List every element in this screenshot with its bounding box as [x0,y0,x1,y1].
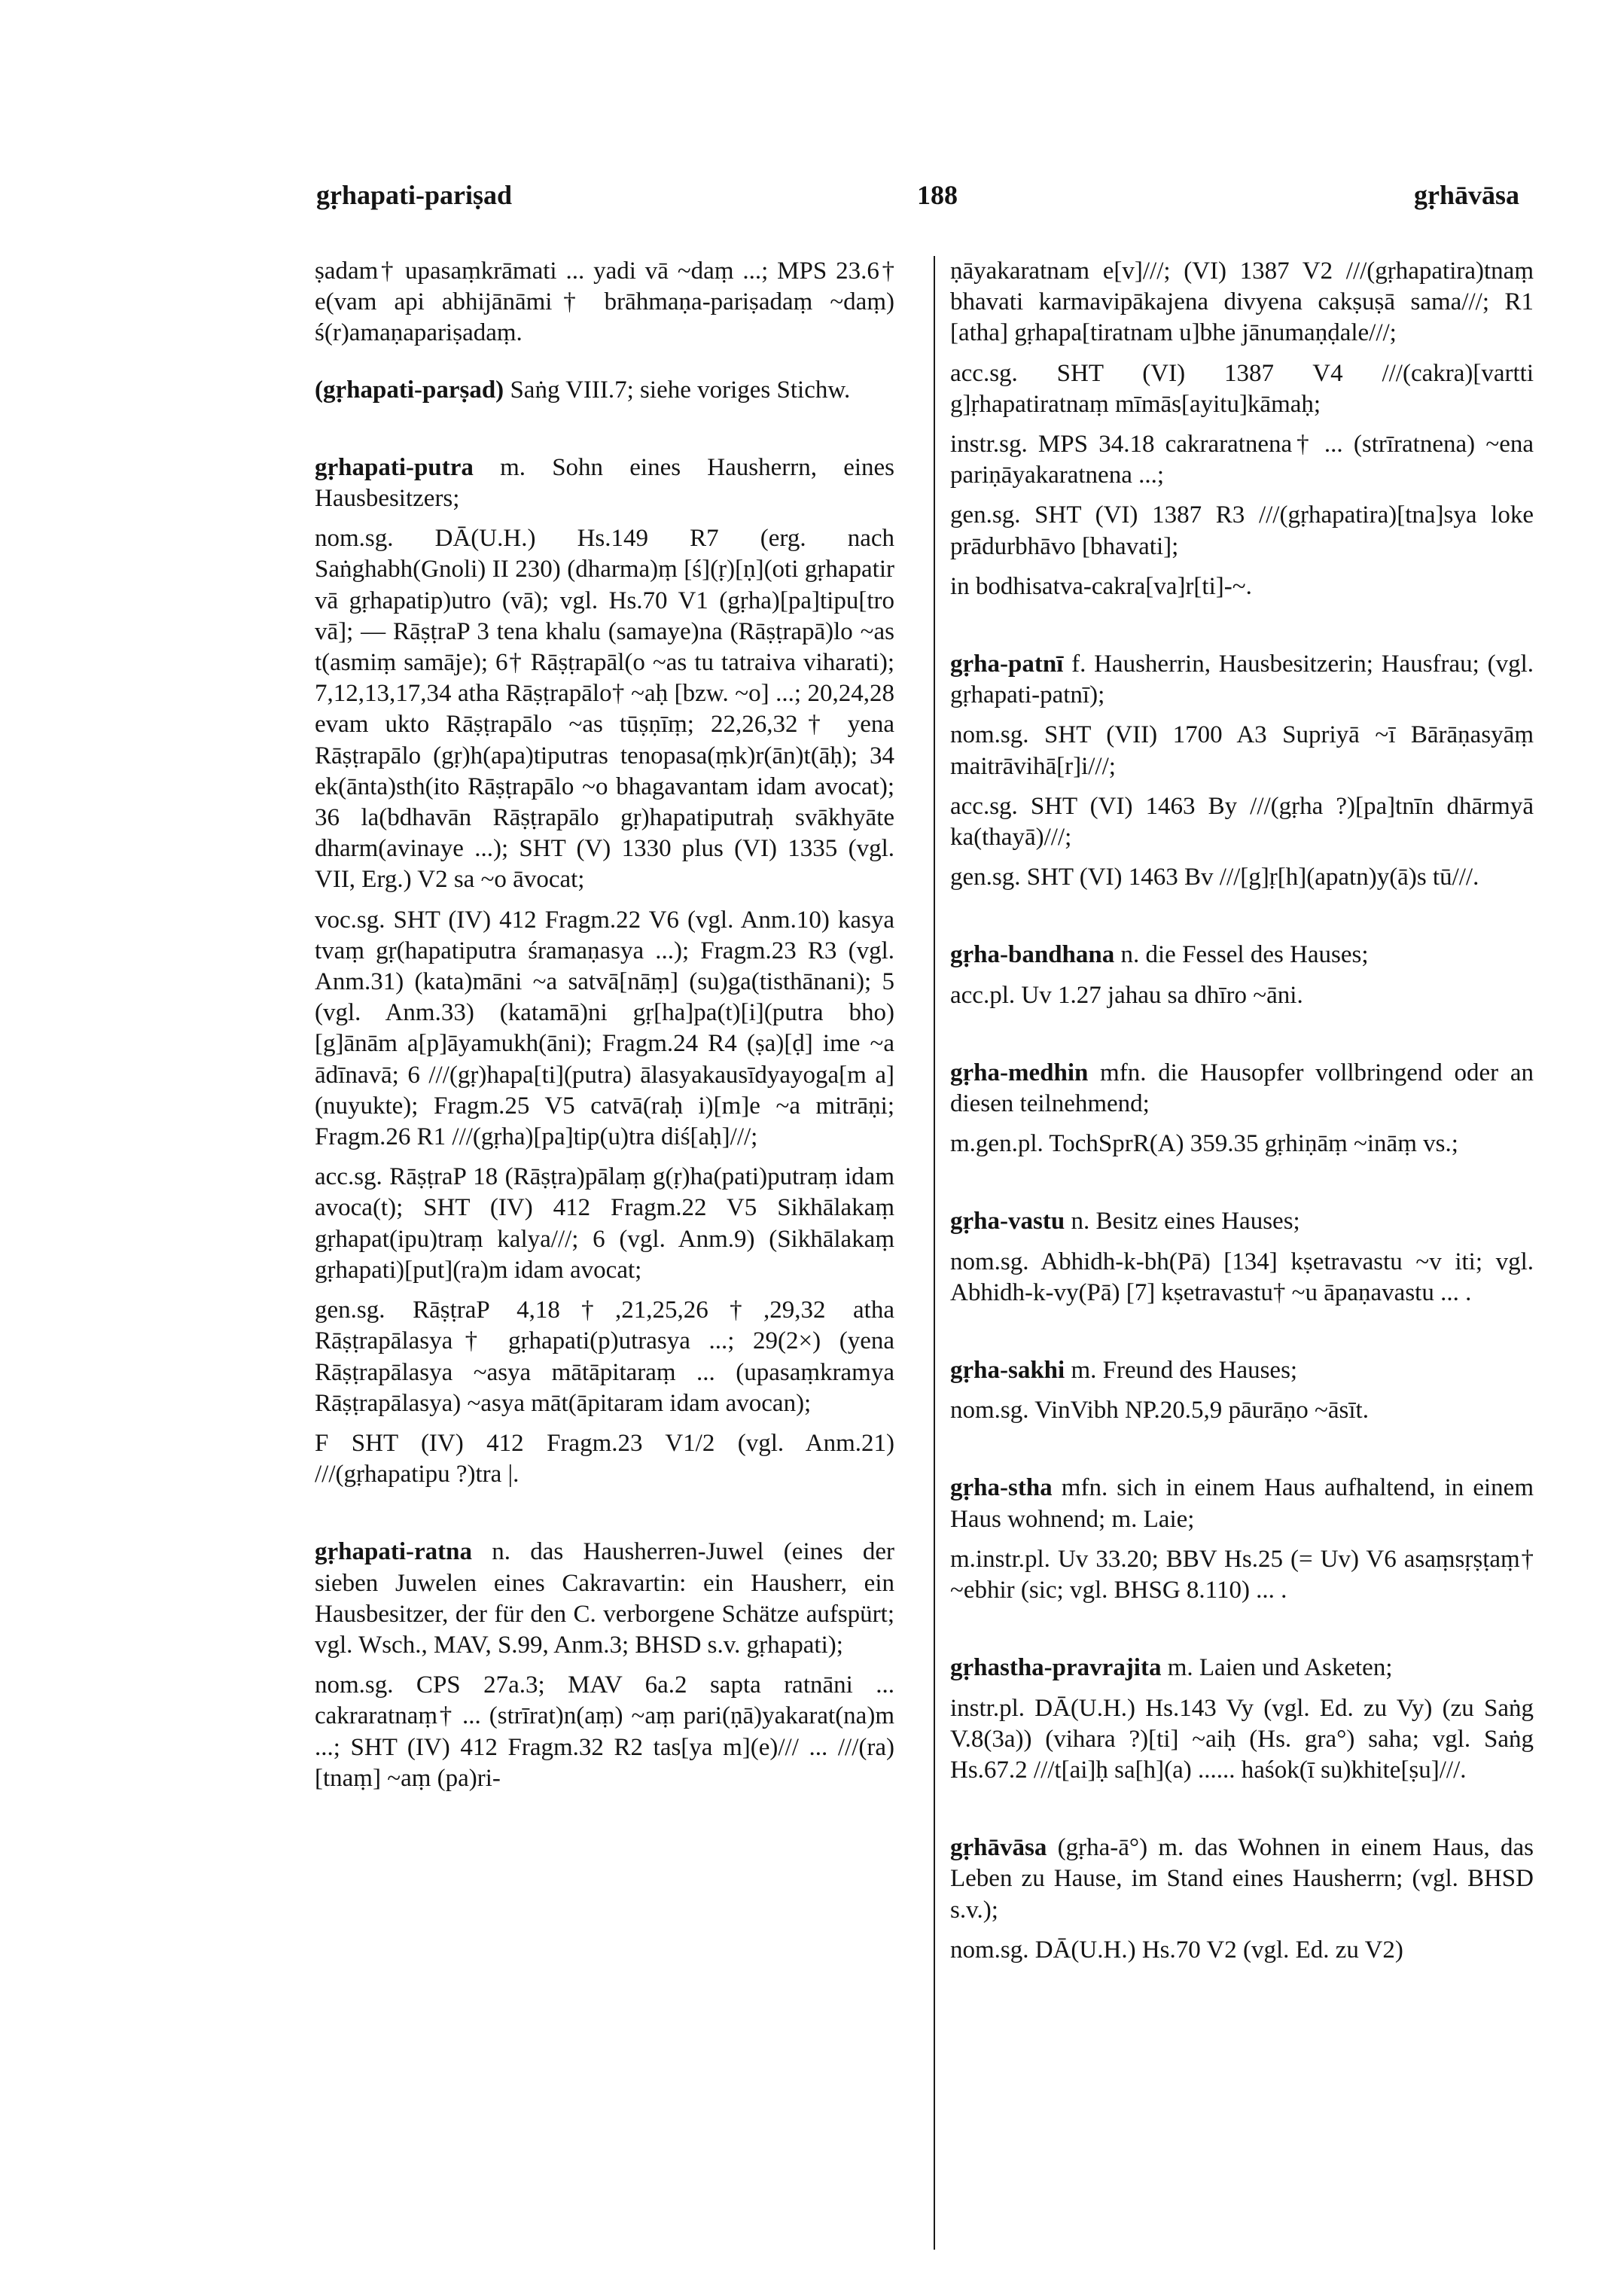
entry-paragraph: m.instr.pl. Uv 33.20; BBV Hs.25 (= Uv) V6 asaṃsṛṣṭaṃ† ~ebhir (sic; vgl. BHSG 8.110) ... . [950,1545,1534,1604]
entry-paragraph: instr.pl. DĀ(U.H.) Hs.143 Vy (vgl. Ed. zu Vy) (zu Saṅg V.8(3a)) (vihara ?)[ti] ~aiḥ (Hs. gra°) saha; vgl. Saṅg Hs.67.2 ///t[ai]ḥ sa[h](a) ...... haśok(ī su)khite[ṣu]///. [950,1694,1534,1784]
entry-gloss: n. das Hausherren-Juwel (eines der sieben Juwelen eines Cakravartin: ein Hausherr, ein Hausbesitzer, der für den C. verborgene Schätze aufspürt; vgl. Wsch., MAV, S.99, Anm.3; BHSD s.v. gṛhapati); [315,1538,894,1659]
entry-gloss: Saṅg VIII.7; siehe voriges Stichw. [510,376,851,404]
entry-gloss: m. Laien und Asketen; [1167,1654,1393,1682]
dictionary-entry [315,452,894,1491]
entry-paragraph: nom.sg. DĀ(U.H.) Hs.70 V2 (vgl. Ed. zu V2) [950,1936,1403,1964]
dictionary-entry [950,1653,1534,1786]
dictionary-entry [950,649,1534,893]
entry-gloss: m. Sohn eines Hausherrn, eines Hausbesitzers; [315,453,895,513]
entry-gloss: m. Freund des Hauses; [1071,1357,1298,1385]
entry-headword: gṛha-bandhana [950,941,1115,969]
dictionary-entry [315,375,894,406]
entry-gloss: n. die Fessel des Hauses; [1120,941,1369,969]
entry-paragraph: nom.sg. DĀ(U.H.) Hs.149 R7 (erg. nach Saṅghabh(Gnoli) II 230) (dharma)ṃ [ś](ṛ)[ṇ](oti gṛhapatir vā gṛhapatip)utro (vā); vgl. Hs.70 V1 (gṛha)[pa]tipu[tro vā]; — RāṣṭraP 3 tena khalu (samaye)na (Rāṣṭrapā)lo ~as t(asmiṃ samāje); 6† Rāṣṭrapāl(o ~as tu tatraiva viharati); 7,12,13,17,34 atha Rāṣṭrapālo† ~aḥ [bzw. ~o] ...; 20,24,28 evam ukto Rāṣṭrapālo ~as tūṣṇīṃ; 22,26,32† yena Rāṣṭrapālo (gṛ)h(apa)tiputras tenopasa(ṃk)r(ān)t(āḥ); 34 ek(ānta)sth(ito Rāṣṭrapālo ~o bhagavantam idam avocat); 36 la(bdhavān Rāṣṭrapālo gṛ)hapatiputraḥ svākhyāte dharm(avinaye ...); SHT (V) 1330 plus (VI) 1335 (vgl. VII, Erg.) V2 sa ~o āvocat; [315,525,894,894]
entry-headword: gṛhastha-pravrajita [950,1654,1162,1682]
entry-headword: gṛha-patnī [950,651,1064,678]
entry-paragraph: gen.sg. SHT (VI) 1463 Bv ///[g]ṛ[h](apatn)y(ā)s tū///. [950,864,1479,891]
dictionary-entry [950,1206,1534,1309]
entry-paragraph: ṣadam† upasaṃkrāmati ... yadi vā ~daṃ ...; MPS 23.6† e(vam api abhijānāmi† brāhmaṇa-pariṣadaṃ ~daṃ) ś(r)amaṇapariṣadaṃ. [315,257,894,347]
entry-paragraph: acc.sg. SHT (VI) 1463 By ///(gṛha ?)[pa]tnīn dhārmyā ka(thayā)///; [950,792,1534,852]
entry-paragraph: nom.sg. Abhidh-k-bh(Pā) [134] kṣetravastu ~v iti; vgl. Abhidh-k-vy(Pā) [7] kṣetravastu† ~u āpaṇavastu ... . [950,1248,1534,1306]
entry-paragraph: nom.sg. SHT (VII) 1700 A3 Supriyā ~ī Bārāṇasyāṃ maitrāvihā[r]i///; [950,721,1534,780]
entry-gloss: (gṛha-ā°) m. das Wohnen in einem Haus, das Leben zu Hause, im Stand eines Hausherrn; (vgl. BHSD s.v.); [950,1834,1534,1924]
entry-paragraph: voc.sg. SHT (IV) 412 Fragm.22 V6 (vgl. Anm.10) kasya tvaṃ gṛ(hapatiputra śramaṇasya ...); Fragm.23 R3 (vgl. Anm.31) (kata)māni ~a satvā[nāṃ] (su)ga(tisthānani); 5 (vgl. Anm.33) (katamā)ni gṛ[ha]pa(t)[i](putra bho)[g]ānām a[p]āyamukh(āni); Fragm.24 R4 (ṣa)[ḍ] ime ~a ādīnavā; 6 ///(gṛ)hapa[ti](putra) ālasyakausīdyayoga[m a](nuyukte); Fragm.25 V5 catvā(raḥ i)[m]e ~a mitrāṇi; Fragm.26 R1 ///(gṛha)[pa]tip(u)tra diś[aḥ]///; [315,906,894,1151]
column-divider [934,256,935,2250]
dictionary-entry [950,940,1534,1010]
entry-headword: gṛhapati-ratna [315,1538,472,1566]
entry-paragraph: m.gen.pl. TochSprR(A) 359.35 gṛhiṇāṃ ~ināṃ vs.; [950,1130,1458,1158]
entry-paragraph: acc.pl. Uv 1.27 jahau sa dhīro ~āni. [950,981,1303,1009]
entry-paragraph: gen.sg. SHT (VI) 1387 R3 ///(gṛhapatira)[tna]sya loke prādurbhāvo [bhavati]; [950,501,1534,560]
entry-paragraph: nom.sg. VinVibh NP.20.5,9 pāurāṇo ~āsīt. [950,1397,1369,1424]
dictionary-entry [950,256,1534,602]
entry-paragraph: ṇāyakaratnam e[v]///; (VI) 1387 V2 ///(gṛhapatira)tnaṃ bhavati karmavipākajena divyena cakṣuṣā sama///; R1 [atha] gṛhapa[tiratnam u]bhe jānumaṇḍale///; [950,257,1534,347]
entry-paragraph: instr.sg. MPS 34.18 cakraratnena† ... (strīratnena) ~ena pariṇāyakaratnena ...; [950,431,1534,489]
entry-paragraph: acc.sg. RāṣṭraP 18 (Rāṣṭra)pālaṃ g(ṛ)ha(pati)putraṃ idam avoca(t); SHT (IV) 412 Fragm.22 V5 Sikhālakaṃ gṛhapat(ipu)traṃ kalya///; 6 (vgl. Anm.9) (Sikhālakaṃ gṛhapati)[put](ra)m idam avocat; [315,1163,894,1284]
page-number: 188 [917,180,958,210]
entry-headword: gṛhapati-putra [315,453,474,481]
entry-headword: gṛha-medhin [950,1059,1089,1086]
entry-paragraph: F SHT (IV) 412 Fragm.23 V1/2 (vgl. Anm.21) ///(gṛhapatipu ?)tra |. [315,1429,894,1488]
entry-headword: (gṛhapati-parṣad) [315,376,504,404]
entry-paragraph: acc.sg. SHT (VI) 1387 V4 ///(cakra)[vartti g]ṛhapatiratnaṃ mīmās[ayitu]kāmaḥ; [950,359,1534,418]
header-left-headword: gṛhapati-pariṣad [316,180,513,210]
entry-headword: gṛha-stha [950,1474,1053,1502]
entry-paragraph: nom.sg. CPS 27a.3; MAV 6a.2 sapta ratnāni ... cakraratnaṃ† ... (strīrat)n(aṃ) ~aṃ pari(ṇā)yakarat(na)m ...; SHT (IV) 412 Fragm.32 R2 tas[ya m](e)/// ... ///(ra)[tnaṃ] ~aṃ (pa)ri- [315,1671,894,1792]
dictionary-entry [315,256,894,349]
header-right-headword: gṛhāvāsa [1414,180,1520,210]
dictionary-entry [950,1473,1534,1606]
entry-gloss: f. Hausherrin, Hausbesitzerin; Hausfrau; (vgl. gṛhapati-patnī); [950,651,1534,709]
entry-paragraph: in bodhisatva-cakra[va]r[ti]-~. [950,572,1252,600]
entry-gloss: mfn. die Hausopfer vollbringend oder an diesen teilnehmend; [950,1059,1534,1118]
dictionary-entry [950,1355,1534,1426]
entry-headword: gṛha-sakhi [950,1357,1065,1385]
entry-headword: gṛhāvāsa [950,1834,1047,1862]
dictionary-entry [315,1537,894,1794]
dictionary-entry [950,1833,1534,1966]
left-column [315,256,894,1820]
entry-paragraph: gen.sg. RāṣṭraP 4,18†,21,25,26†,29,32 atha Rāṣṭrapālasya† gṛhapati(p)utrasya ...; 29(2×) (yena Rāṣṭrapālasya ~asya mātāpitaraṃ ... (upasaṃkramya Rāṣṭrapālasya) ~asya māt(āpitaram idam avocan); [315,1296,894,1417]
entry-gloss: mfn. sich in einem Haus aufhaltend, in einem Haus wohnend; m. Laie; [950,1474,1534,1533]
entry-gloss: n. Besitz eines Hauses; [1071,1208,1300,1236]
dictionary-entry [950,1058,1534,1160]
entry-headword: gṛha-vastu [950,1208,1065,1236]
running-header [0,179,1624,224]
right-column [950,256,1534,1991]
